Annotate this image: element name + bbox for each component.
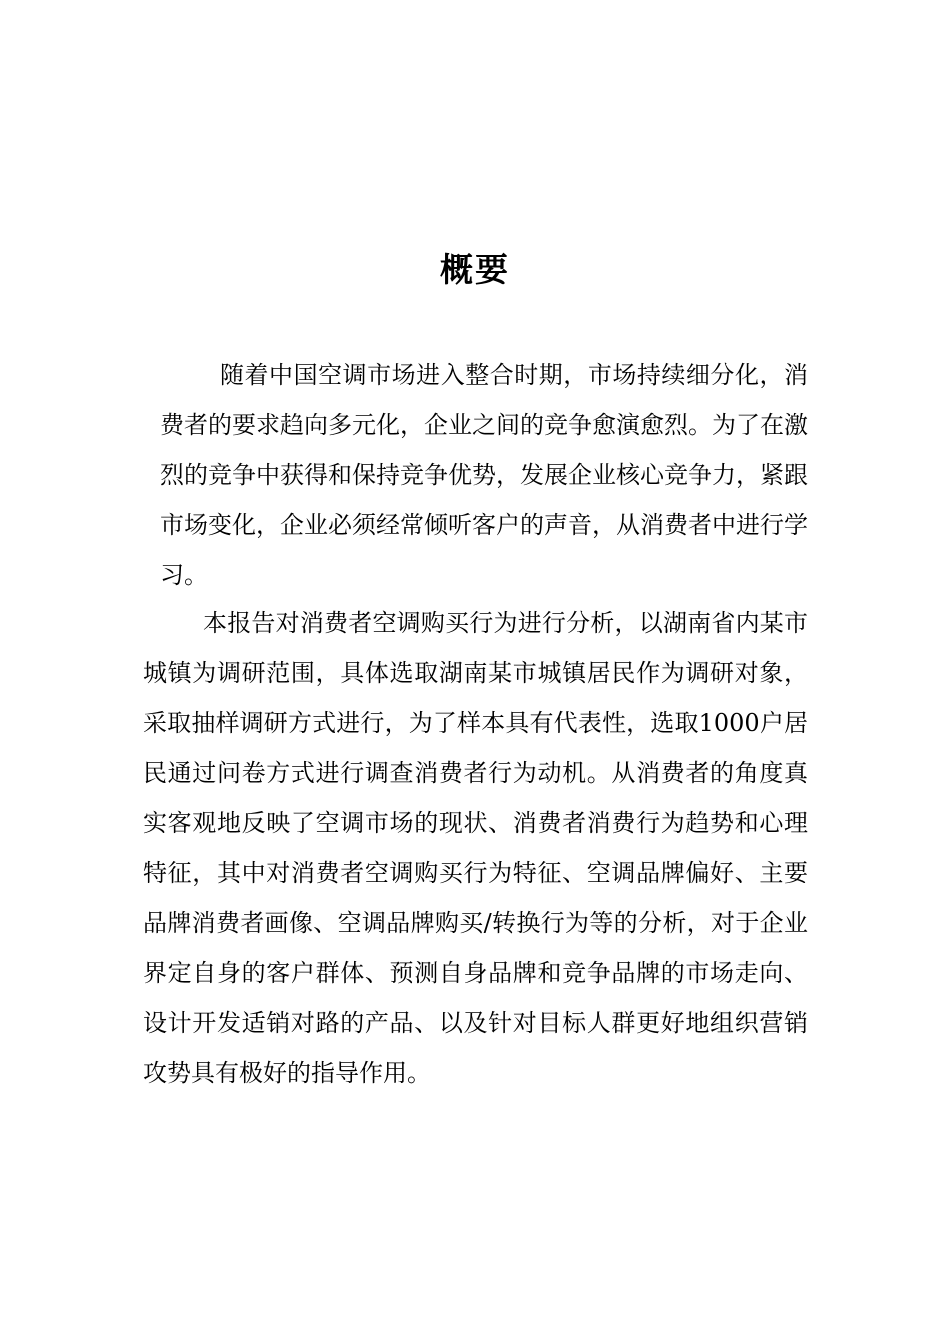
- paragraph-report-scope: 本报告对消费者空调购买行为进行分析，以湖南省内某市城镇为调研范围，具体选取湖南某市城镇居民作为调研对象，采取抽样调研方式进行，为了样本具有代表性，选取1000户居民通过问卷方式进行调查消费者行为动机。从消费者的角度真实客观地反映了空调市场的现状、消费者消费行为趋势和心理特征，其中对消费者空调购买行为特征、空调品牌偏好、主要品牌消费者画像、空调品牌购买/转换行为等的分析，对于企业界定自身的客户群体、预测自身品牌和竞争品牌的市场走向、设计开发适销对路的产品、以及针对目标人群更好地组织营销攻势具有极好的指导作用。: [143, 609, 808, 1087]
- paragraph-intro: 随着中国空调市场进入整合时期，市场持续细分化，消费者的要求趋向多元化，企业之间的竞争愈演愈烈。为了在激烈的竞争中获得和保持竞争优势，发展企业核心竞争力，紧跟市场变化，企业必须经常倾听客户的声音，从消费者中进行学习。: [160, 361, 808, 589]
- page-title: 概要: [440, 250, 510, 290]
